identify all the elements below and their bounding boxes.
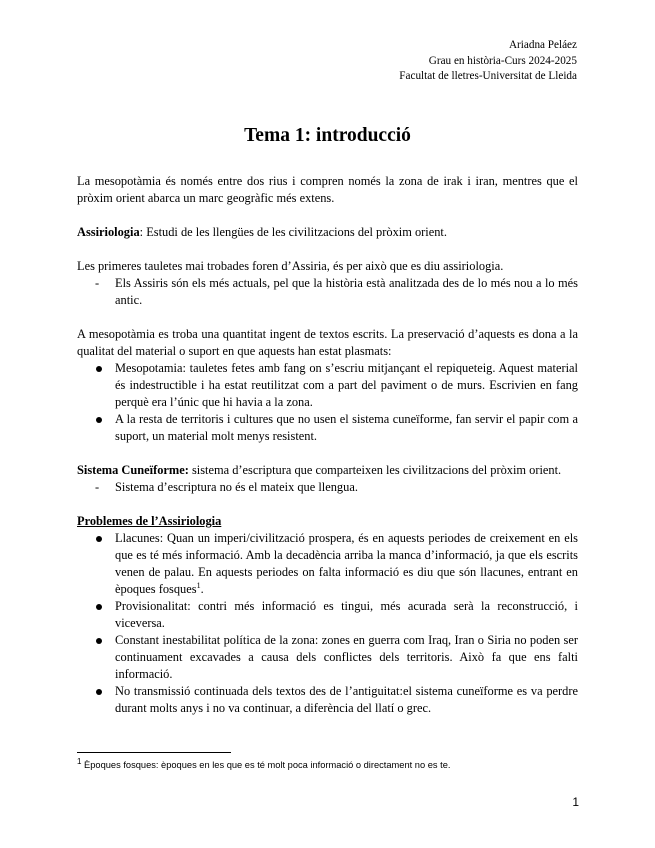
bullet-icon	[96, 638, 102, 644]
footnote-text: Èpoques fosques: èpoques en les que es té molt poca informació o directament no es te.	[81, 760, 451, 770]
page-header	[399, 38, 577, 85]
cuneiforme-text: sistema d’escriptura que comparteixen les civilitzacions del pròxim orient.	[188, 463, 562, 477]
assiriologia-term: Assiriologia	[77, 225, 140, 239]
dash-marker: -	[95, 276, 100, 290]
bullet-icon	[96, 689, 102, 695]
list-item: - Els Assiris són els més actuals, pel que la història està analitzada des de lo més nou a lo més antic.	[95, 276, 578, 307]
assiriologia-text: : Estudi de les llengües de les civilitzacions del pròxim orient.	[139, 225, 447, 239]
list-item: Llacunes: Quan un imperi/civilització prospera, és en aquests periodes de creixement en els que es té més informació. Amb la decadència arriba la manca d’informació, ja que els escrits venen de palau. En aquests periodes on falta informació es diu que són llacunes, entrant en èpoques fosques$^1$.	[77, 530, 578, 598]
cuneiforme-definition	[77, 462, 578, 479]
footnote-reference[interactable]: 1	[196, 580, 201, 590]
page-title: Tema 1: introducció	[244, 125, 411, 146]
intro-paragraph: La mesopotàmia és només entre dos rius i compren només la zona de irak i iran, mentres que el pròxim orient abarca un marc geogràfic més extens.	[77, 174, 578, 205]
dash-marker: -	[95, 480, 100, 494]
assiriologia-definition	[77, 224, 578, 241]
bullet-icon	[96, 536, 102, 542]
page-number: 1	[572, 795, 579, 809]
list-item: Provisionalitat: contri més informació es tingui, més acurada serà la reconstrucció, i viceversa.	[77, 598, 578, 632]
tablets-paragraph: Les primeres tauletes mai trobades foren d’Assiria, és per això que es diu assiriologia.	[77, 259, 504, 273]
cuneiforme-term: Sistema Cuneïforme:	[77, 463, 189, 477]
author-name: Ariadna Peláez	[508, 39, 577, 51]
footnote	[77, 756, 578, 772]
problemes-heading: Problemes de l’Assiriologia	[77, 514, 222, 528]
problemes-bullet-list	[77, 530, 578, 717]
footnote-number: 1	[77, 756, 82, 766]
faculty-line: Facultat de lletres-Universitat de Lleida	[399, 70, 577, 82]
bullet-icon	[96, 604, 102, 610]
course-line: Grau en història-Curs 2024-2025	[428, 54, 577, 67]
list-item: No transmissió continuada dels textos des de l’antiguitat:el sistema cuneïforme es va perdre durant molts anys i no va continuar, a diferència del llatí o grec.	[77, 683, 578, 717]
bullet-icon	[96, 366, 102, 372]
preservation-bullet-list	[77, 360, 578, 445]
preservation-paragraph: A mesopotàmia es troba una quantitat ingent de textos escrits. La preservació d’aquests es dona a la qualitat del material o suport en que aquests han estat plasmats:	[77, 327, 578, 358]
cuneiforme-dash-list	[77, 479, 578, 496]
list-item: A la resta de territoris i cultures que no usen el sistema cuneïforme, fan servir el papir com a suport, un material molt menys resistent.	[77, 411, 578, 445]
list-item: Constant inestabilitat política de la zona: zones en guerra com Iraq, Iran o Siria no poden ser continuament excavades a causa dels conflictes dels territoris. Això fa que ens falti informació.	[77, 632, 578, 683]
list-item: Mesopotamia: tauletes fetes amb fang on s’escriu mitjançant el repiqueteig. Aquest material és indestructible i ha estat reutilitzat com a part del paviment o de murs. Escrivien en fang perquè era l’únic que hi havia a la zona.	[77, 360, 578, 411]
list-item: - Sistema d’escriptura no és el mateix que llengua.	[95, 480, 358, 494]
bullet-icon	[96, 417, 102, 423]
document-body	[77, 173, 578, 717]
tablets-dash-list	[77, 275, 578, 309]
footnote-divider	[77, 752, 231, 753]
